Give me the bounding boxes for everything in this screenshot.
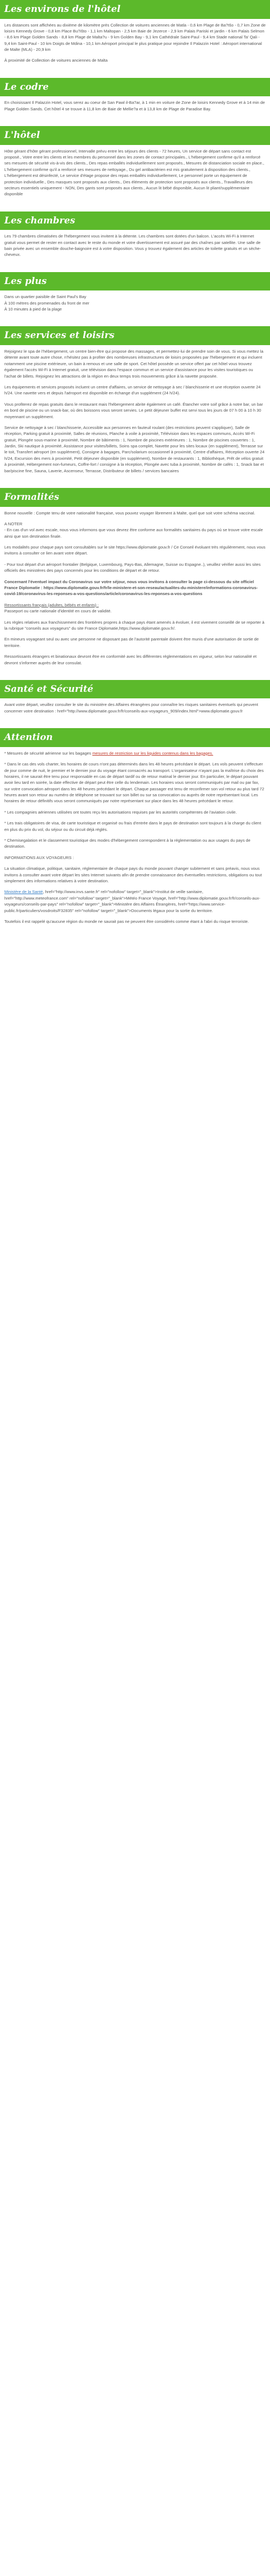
formalities-section — [0, 488, 270, 666]
formalities-documents: Passeport ou carte nationale d'identité en cours de validité. — [4, 609, 112, 614]
formalities-modalities: Les modalités pour chaque pays sont consultables sur le site https://www.diplomatie.gouv.fr / Ce Conseil évoluant très régulièrement, nous vous invitons à consulter ce lien avant votre départ. — [4, 545, 266, 556]
hotel-text: Hôte gérant d'hôte gérant professionnel, Intervalle prévu entre les séjours des clients - 72 heures, Un service de départ sans contact est proposé., Votre entre les clients et les membres du personnel dans les zones de contact principales., L'hébergement confirme qu'il a renforcé ses mesures de sécurité vis-à-vis des clients., Des repas emballés individuellement sont proposés., Mesures de distanciation sociale en place., L'hébergement confirme qu'il a renforcé ses mesures de nettoyage., Du gel antibactérien est mis gratuitement à disposition des clients., L'hébergement est désinfecté, Le service d'étage propose des repas emballés individuellement, Le personnel porte un équipement de protection individuelle., Des masques sont proposés aux clients., Des éléments de protection sont proposés aux clients., Travailleurs des secteurs essentiels uniquement - NON, Des gants sont proposés aux clients., Aucun lit bébé disponible, Aucun lit pliant/supplémentaire disponible — [4, 148, 265, 197]
attention-title: Attention — [0, 728, 270, 747]
services-dining-text: Vous profiterez de repas gratuits dans le restaurant mais l'hébergement abrite également un café. Étancher votre soif grâce à notre bar, un bar en bord de piscine ou un snack-bar, où des boissons vous seront servies. Le petit déjeuner buffet est servi tous les jours de 07 h 00 à 10 h 30 moyennant un supplément. — [4, 401, 263, 419]
formalities-french-nationals: Ressortissants français (adultes, bébés et enfants) : — [4, 602, 99, 607]
ministry-health-link[interactable]: Ministère de la Santé — [4, 889, 43, 895]
rooms-title: Les chambres — [0, 212, 270, 230]
plus-title: Les plus — [0, 272, 270, 291]
health-title: Santé et Sécurité — [0, 680, 270, 699]
cadre-section — [0, 78, 270, 112]
attention-terrorism: Toutefois il est rappelé qu'aucune région du monde ne saurait pas ne peuvent être considérés comme étant à l'abri du risque terroriste. — [4, 919, 249, 924]
attention-section — [0, 728, 270, 924]
attention-info-heading: INFORMATIONS AUX VOYAGEURS : — [4, 855, 74, 860]
services-spa-text: Rejoignez le spa de l'hébergement, un centre bien-être qui propose des massages, et permettez-lui de prendre soin de vous. Si vous mettez la détente avant toute autre chose, n'hésitez pas à profiter des nombreuses infrastructures de loisirs proposées par l'hébergement et qui incluent notamment une piscine extérieure, un bain à remous et une salle de sport. Cet hôtel possède un service offert par cet hôtel vous trouvez également l'accès Wi-Fi à Internet gratuit, une télévision dans l'espace commun et un service d'assistance pour les visites touristiques ou l'achat de billets. Rejoignez les attractions de la région en deux temps trois mouvements grâce à la navette proposée. — [4, 348, 264, 379]
plus-item-3: À 10 minutes à pied de la plage — [4, 307, 62, 312]
attention-security — [4, 750, 266, 756]
health-text: Avant votre départ, veuillez consulter le site du ministère des Affaires étrangères pour connaître les risques sanitaires éventuels qui peuvent concerner votre destination : href="http://www.diplomatie.gouv.fr/fr/conseils-aux-voyageurs_909/index.html">www.diplomatie.gouv.fr — [4, 702, 258, 714]
environs-distances: Les distances sont affichées au dixième de kilomètre près Collection de voitures anciennes de Matla - 0,6 km Plage de Ba?tšo - 0,7 km Zone de loisirs Kennedy Grove - 0,8 km Place Bu?išto - 1,1 km Maltopan - 2,5 km Baie de Jezerce - 2,9 km Palais Pariski et jardin - 6 km Palais Selmon - 8,6 km Plage Golden Sands - 8,8 km Plage de Malta?u - 9 km Golden Bay - 9,1 km Cathédrale Saint-Paul - 9,4 km Stade national Ta' Qali - 9,4 km Saint-Paul - 10 km Doigts de Mdina - 10,1 km Aéroport principal le plus pratique pour rejoindre Il Palazzin Hotel : Aéroport international de Malte (MLA) - 20,9 km — [4, 22, 266, 52]
attention-links — [4, 889, 266, 914]
attention-situation: La situation climatique, politique, sanitaire, réglementaire de chaque pays du monde pouvant changer subitement et sans préavis, nous vous invitons à consulter avant votre départ les sites Internet suivants afin de prendre connaissance des éventuelles restrictions, obligations ou tout simplement des informations relatives à votre destination. — [4, 866, 262, 883]
formalities-stopover: - En cas d'un vol avec escale, nous vous informons que vous devrez être conforme aux formalités sanitaires du pays où se trouve votre escale ainsi que son destination finale. — [4, 527, 263, 539]
cadre-text: En choisissant Il Palazzin Hotel, vous serez au coeur de San Pawl il-Ba?ar, à 1 min en voiture de Zone de loisirs Kennedy Grove et à 14 min de Plage Golden Sands. Cet hôtel 4 se trouve à 11,8 km de Baie de Mellie?a et à 13,8 km de Plage de Paradise Bay. — [4, 100, 265, 111]
attention-airlines: * Les compagnies aériennes utilisées ont toutes reçu les autorisations requises par les autorités compétentes de l'aviation civile. — [4, 809, 237, 815]
plus-item-1: Dans un quartier paisible de Saint Paul's Bay — [4, 294, 86, 300]
hotel-title: L'hôtel — [0, 126, 270, 145]
rooms-text: Les 79 chambres climatisées de l'hébergement vous invitent à la détente. Les chambres sont dotées d'un balcon. L'accès Wi-Fi à Internet gratuit vous permet de rester en contact avec le reste du monde et votre divertissement est assuré par des chaînes par satellite. Une salle de bain privée avec un ensemble douche-baignoire est à votre disposition. Vous y trouvez également des articles de toilette gratuits et un sèche-cheveux. — [4, 234, 261, 257]
formalities-note-heading: A NOTER — [4, 521, 23, 526]
formalities-foreign-nationals: Ressortissants étrangers et binationaux devront être en conformité avec les différentes réglementations en vigueur, selon leur nationalité et devront s'informer auprès de leur consulat. — [4, 654, 257, 665]
environs-section — [0, 0, 270, 64]
attention-charter-flights: * Dans le cas des vols charter, les horaires de cours n'ont pas déterminés dans les 48 heures précédant le départ. Les vols peuvent s'effectuer de jour comme de nuit, le premier et le dernier jour du voyage étant consacrés au transport. L'organisateur n'ayant pas la maîtrise du choix des horaires, il ne saurait être tenu pour responsable en cas de départ tardif ou de retour matinal le dernier jour. En particulier, le départ pouvant avoir lieu tard en soirée, la date effective de départ peut être celle du lendemain. Les horaires vous seront communiqués par mail ou par fax, sur votre convocation aéroport dans les 48 heures précédant le départ. Chaque passager est tenu de reconfirmer son vol retour au plus tard 72 heures avant son retour au numéro de téléphone se trouvant sur son billet ou sur sa convocation ou auprès de notre représentant local. Les horaires de retour définitifs vous seront communiqués par notre représentant sur place dans les 48 heures précédant le retour. — [4, 762, 265, 804]
hotel-section — [0, 126, 270, 197]
attention-security-text: * Mesures de sécurité aérienne sur les bagages — [4, 750, 92, 756]
services-equipment-text: Les équipements et services proposés incluent un centre d'affaires, un service de nettoyage à sec / blanchisserie et une réception ouverte 24 h/24. Une navette vers et depuis l'aéroport est disponible en échange d'un supplément (24 h/24). — [4, 384, 261, 396]
attention-links-rest: , href="http://www.invs.sante.fr" rel="nofollow" target="_blank">Institut de veille sanitaire, href="http://www.meteofrance.com" rel="nofollow" target="_blank">Météo France Voyage, href="http://www.diplomatie.gouv.fr/fr/conseils-aux-voyageurs/conseils-par-pays" rel="nofollow" target="_blank">Ministère des Affaires Étrangères, href="https://www.service-public.fr/particuliers/vosdroits/F32835" rel="nofollow" target="_blank">Documents légaux pour la sortie du territoire. — [4, 889, 260, 913]
formalities-minors: En mineurs voyageant seul ou avec une personne ne disposant pas de l'autorité parentale doivent être munis d'une autorisation de sortie de territoire. — [4, 637, 259, 648]
liquids-restriction-link[interactable]: mesures de restriction sur les liquides contenus dans les bagages. — [92, 750, 213, 756]
formalities-coronavirus-link[interactable]: Concernant l'éventuel impact du Coronavirus sur votre séjour, nous vous invitons à consulter la page ci-dessous du site officiel France Diplomatie : https://www.diplomatie.gouv.fr/fr/le-ministere-et-son-reseau/actualites-du-ministere/informations-coronavirus-covid-19/coronavirus-les-reponses-a-vos-questions/article/coronavirus-les-reponses-a-vos-questions — [4, 579, 258, 597]
environs-proximity: À proximité de Collection de voitures anciennes de Malta — [4, 58, 108, 63]
hotel-info-page — [0, 0, 270, 924]
formalities-title: Formalités — [0, 488, 270, 507]
plus-section — [0, 272, 270, 313]
attention-fees: * Les trais obligatoires de visa, de carte touristique et organisé ou frais d'entrée dans le pays de destination sont toujours à la charge du client en plus du prix du vol, du séjour ou du circuit déjà réglés. — [4, 821, 261, 832]
services-section — [0, 326, 270, 474]
cadre-title: Le codre — [0, 78, 270, 97]
formalities-border-airport: - Pour tout départ d'un aéroport frontalier (Belgique, Luxembourg, Pays-Bas, Allemagne, Suisse ou Espagne..), veuillez vérifier aussi les sites officiels des ministères des pays concernés pour les conditions de départ et de retour. — [4, 562, 261, 573]
services-amenities-list: Service de nettoyage à sec / blanchisserie, Accessible aux personnes en fauteuil roulant (des restrictions peuvent s'appliquer), Salle de réception, Parking gratuit à proximité, Salles de réunions, Planche à voile à proximité, Télévision dans les espaces communs, Accès Wi-Fi gratuit, Plongée sous-marine à proximité, Nombre de bâtiments : 1, Nombre de piscines extérieures : 1, Nombre de piscines couvertes : 1, Jardin, Ski nautique à proximité, Assistance pour visites/billets, Soins spa complet, Navette pour les sites locaux (en supplément), Terrasse sur le toit, Transfert aéroport (en supplément), Consigne à bagages, Parc/solarium occasionnel à proximité, Centre d'affaires, Réception ouverte 24 h/24, Excursion des mers à proximité, Petit déjeuner disponible (en supplément), Nombre de restaurants : 1, Bibliothèque, Prêt de vélos gratuit à proximité, Hébergement non-fumeurs, Coffre-fort / consigne à la réception, Plongée avec tuba à proximité, Nombre de cafés : 1, Snack bar et bar/piscine fine, Sauna, Laverie, Ascenseur, Terrasse, Distributeur de billets / services bancaires — [4, 425, 265, 473]
services-title: Les services et loisirs — [0, 326, 270, 345]
rooms-section — [0, 212, 270, 258]
formalities-good-news: Bonne nouvelle : Compte tenu de votre nationalité française, vous pouvez voyager librement à Malte, quel que soit votre schéma vaccinal. — [4, 510, 255, 516]
attention-classification: * Chemisegalation et le classement touristique des modes d'hébergement correspondent à la réglementation ou aux usages du pays de destination. — [4, 838, 251, 849]
formalities-rules: Les règles relatives aux franchissement des frontières propres à chaque pays étant amenés à évoluer, il est vivement conseillé de se reporter à la rubrique "conseils aux voyageurs" du site France Diplomatie,https://www.diplomatie.gouv.fr/. — [4, 619, 265, 631]
plus-item-2: À 100 mètres des promenades du front de mer — [4, 300, 90, 306]
health-section — [0, 680, 270, 714]
environs-title: Les environs de l'hôtel — [0, 0, 270, 19]
